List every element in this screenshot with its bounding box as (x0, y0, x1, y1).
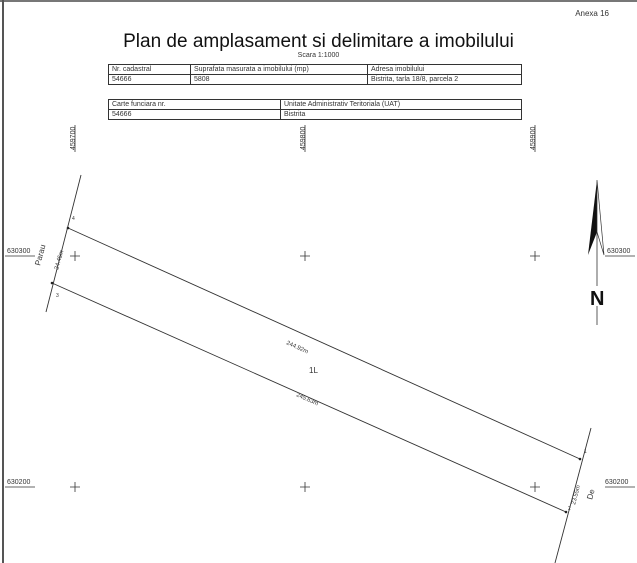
top-edge-length: 244.92m (285, 340, 309, 356)
parcel-top-edge (68, 228, 580, 459)
value-land-book: 54666 (109, 110, 281, 120)
svg-text:1: 1 (584, 449, 587, 455)
header-land-book: Carte funciara nr. (109, 100, 281, 110)
svg-text:4: 4 (72, 216, 75, 222)
vertex-labels (56, 216, 587, 512)
grid-x-label-2: 459800 (300, 126, 307, 150)
grid-ticks (5, 125, 635, 487)
grid-y-label-left-1: 630300 (7, 248, 31, 255)
value-measured-area: 5808 (191, 75, 368, 85)
grid-x-label-1: 459700 (70, 126, 77, 150)
bottom-edge-length: 245.63m (295, 392, 319, 408)
parcel-label: 1L (309, 366, 318, 375)
neighbor-left-label: Parau (33, 243, 48, 267)
north-label: N (590, 288, 605, 310)
left-neighbor-line (46, 175, 81, 312)
grid-y-label-right-2: 630200 (605, 479, 629, 486)
annex-label: Anexa 16 (575, 9, 609, 18)
header-uat: Unitate Administrativ Teritoriala (UAT) (281, 100, 522, 110)
svg-text:3: 3 (56, 293, 59, 299)
grid-y-label-left-2: 630200 (7, 479, 31, 486)
grid-crosses (70, 251, 540, 492)
header-measured-area: Suprafata masurata a imobilului (mp) (191, 65, 368, 75)
scale-label: Scara 1:1000 (297, 52, 340, 59)
value-uat: Bistrita (281, 110, 522, 120)
header-cadastral-number: Nr. cadastral (109, 65, 191, 75)
right-edge-length: 23.55m (571, 484, 583, 506)
value-cadastral-number: 54666 (109, 75, 191, 85)
value-address: Bistrita, tarla 18/8, parcela 2 (368, 75, 522, 85)
left-edge-length: 24.45m (54, 249, 66, 271)
neighbor-right-label: De (585, 488, 597, 501)
page-title: Plan de amplasament si delimitare a imobilului (123, 31, 514, 52)
svg-text:2: 2 (568, 506, 571, 512)
grid-y-label-right-1: 630300 (607, 248, 631, 255)
header-address: Adresa imobilului (368, 65, 522, 75)
grid-x-label-3: 459900 (530, 126, 537, 150)
